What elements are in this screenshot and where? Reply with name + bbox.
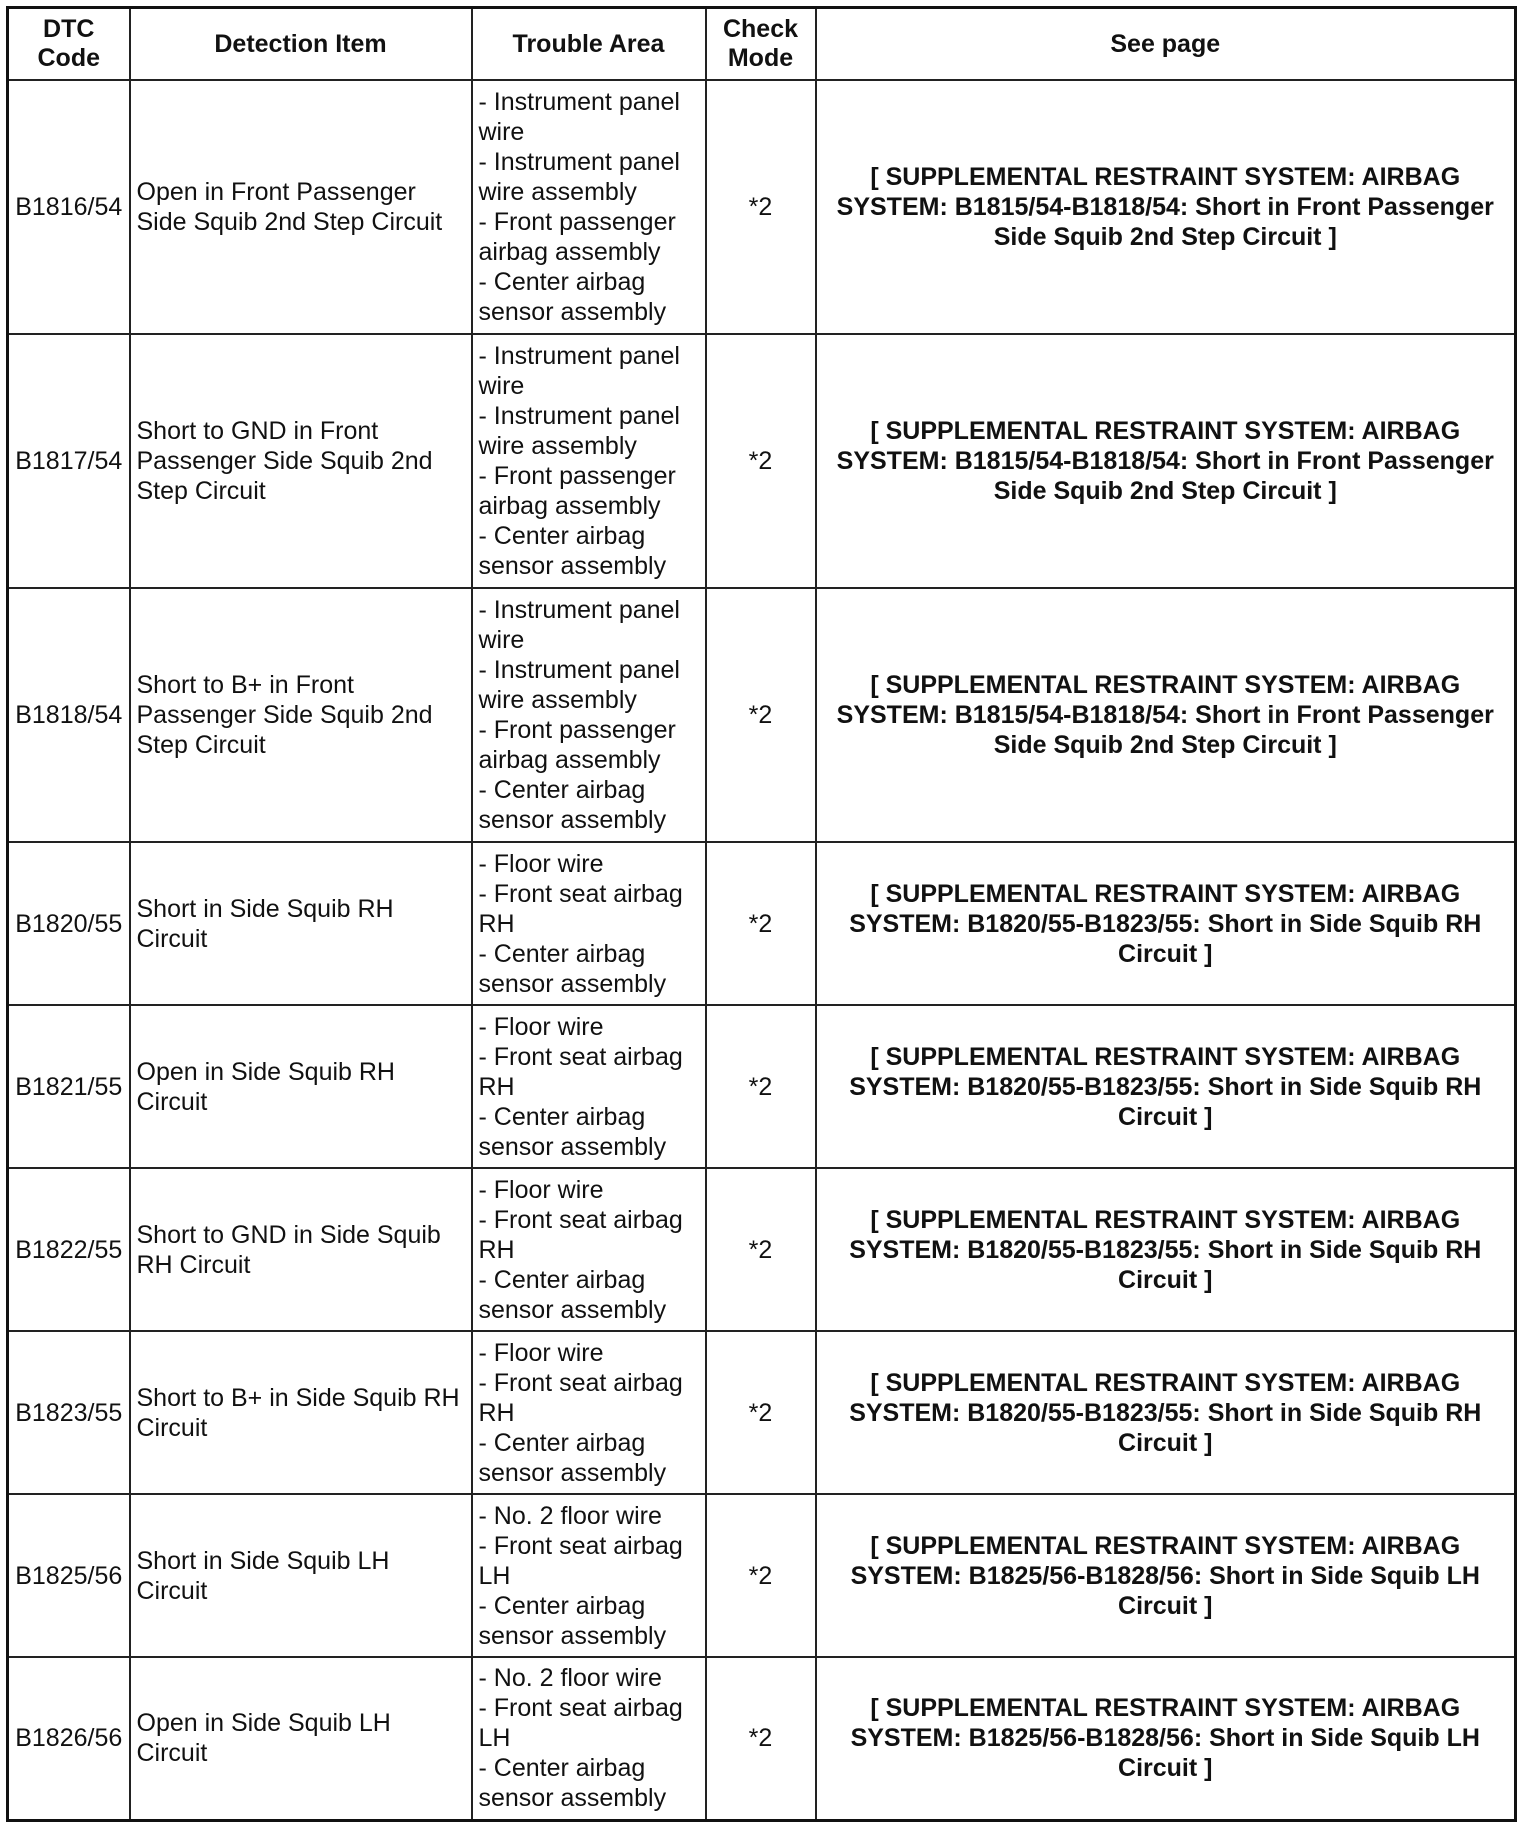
table-row bbox=[8, 588, 1516, 842]
dtc-code-cell: B1825/56 bbox=[8, 1494, 130, 1657]
table-row bbox=[8, 1168, 1516, 1331]
check-mode-cell: *2 bbox=[706, 1331, 816, 1494]
header-row bbox=[8, 8, 1516, 81]
detection-item-cell: Short to GND in Front Passenger Side Squib 2nd Step Circuit bbox=[130, 334, 472, 588]
dtc-code-cell: B1818/54 bbox=[8, 588, 130, 842]
header-detection-item: Detection Item bbox=[130, 8, 472, 81]
see-page-link[interactable]: [ SUPPLEMENTAL RESTRAINT SYSTEM: AIRBAG SYSTEM: B1820/55-B1823/55: Short in Side Squib RH Circuit ] bbox=[816, 842, 1516, 1005]
table-row bbox=[8, 1005, 1516, 1168]
header-trouble-area: Trouble Area bbox=[472, 8, 706, 81]
header-check-mode: Check Mode bbox=[706, 8, 816, 81]
detection-item-cell: Open in Front Passenger Side Squib 2nd Step Circuit bbox=[130, 80, 472, 334]
detection-item-cell: Short to B+ in Side Squib RH Circuit bbox=[130, 1331, 472, 1494]
see-page-link[interactable]: [ SUPPLEMENTAL RESTRAINT SYSTEM: AIRBAG SYSTEM: B1820/55-B1823/55: Short in Side Squib RH Circuit ] bbox=[816, 1331, 1516, 1494]
see-page-link[interactable]: [ SUPPLEMENTAL RESTRAINT SYSTEM: AIRBAG SYSTEM: B1820/55-B1823/55: Short in Side Squib RH Circuit ] bbox=[816, 1005, 1516, 1168]
table-row bbox=[8, 842, 1516, 1005]
dtc-code-cell: B1822/55 bbox=[8, 1168, 130, 1331]
see-page-link[interactable]: [ SUPPLEMENTAL RESTRAINT SYSTEM: AIRBAG SYSTEM: B1815/54-B1818/54: Short in Front Passenger Side Squib 2nd Step Circuit ] bbox=[816, 80, 1516, 334]
check-mode-cell: *2 bbox=[706, 80, 816, 334]
header-see-page: See page bbox=[816, 8, 1516, 81]
see-page-link[interactable]: [ SUPPLEMENTAL RESTRAINT SYSTEM: AIRBAG SYSTEM: B1815/54-B1818/54: Short in Front Passenger Side Squib 2nd Step Circuit ] bbox=[816, 588, 1516, 842]
header-dtc-code: DTC Code bbox=[8, 8, 130, 81]
table-row bbox=[8, 80, 1516, 334]
see-page-link[interactable]: [ SUPPLEMENTAL RESTRAINT SYSTEM: AIRBAG SYSTEM: B1820/55-B1823/55: Short in Side Squib RH Circuit ] bbox=[816, 1168, 1516, 1331]
dtc-code-cell: B1816/54 bbox=[8, 80, 130, 334]
detection-item-cell: Short to GND in Side Squib RH Circuit bbox=[130, 1168, 472, 1331]
check-mode-cell: *2 bbox=[706, 588, 816, 842]
dtc-code-cell: B1817/54 bbox=[8, 334, 130, 588]
see-page-link[interactable]: [ SUPPLEMENTAL RESTRAINT SYSTEM: AIRBAG SYSTEM: B1815/54-B1818/54: Short in Front Passenger Side Squib 2nd Step Circuit ] bbox=[816, 334, 1516, 588]
detection-item-cell: Open in Side Squib LH Circuit bbox=[130, 1657, 472, 1820]
check-mode-cell: *2 bbox=[706, 1494, 816, 1657]
trouble-area-cell: - Floor wire - Front seat airbag RH - Center airbag sensor assembly bbox=[472, 842, 706, 1005]
detection-item-cell: Short in Side Squib RH Circuit bbox=[130, 842, 472, 1005]
trouble-area-cell: - Floor wire - Front seat airbag RH - Center airbag sensor assembly bbox=[472, 1005, 706, 1168]
trouble-area-cell: - Instrument panel wire - Instrument panel wire assembly - Front passenger airbag assembly - Center airbag sensor assembly bbox=[472, 80, 706, 334]
check-mode-cell: *2 bbox=[706, 1657, 816, 1820]
detection-item-cell: Short to B+ in Front Passenger Side Squib 2nd Step Circuit bbox=[130, 588, 472, 842]
dtc-code-cell: B1821/55 bbox=[8, 1005, 130, 1168]
trouble-area-cell: - Floor wire - Front seat airbag RH - Center airbag sensor assembly bbox=[472, 1168, 706, 1331]
see-page-link[interactable]: [ SUPPLEMENTAL RESTRAINT SYSTEM: AIRBAG SYSTEM: B1825/56-B1828/56: Short in Side Squib LH Circuit ] bbox=[816, 1494, 1516, 1657]
table-row bbox=[8, 334, 1516, 588]
detection-item-cell: Short in Side Squib LH Circuit bbox=[130, 1494, 472, 1657]
check-mode-cell: *2 bbox=[706, 842, 816, 1005]
check-mode-cell: *2 bbox=[706, 1005, 816, 1168]
see-page-link[interactable]: [ SUPPLEMENTAL RESTRAINT SYSTEM: AIRBAG SYSTEM: B1825/56-B1828/56: Short in Side Squib LH Circuit ] bbox=[816, 1657, 1516, 1820]
dtc-code-cell: B1823/55 bbox=[8, 1331, 130, 1494]
check-mode-cell: *2 bbox=[706, 1168, 816, 1331]
table-row bbox=[8, 1657, 1516, 1820]
trouble-area-cell: - Instrument panel wire - Instrument panel wire assembly - Front passenger airbag assembly - Center airbag sensor assembly bbox=[472, 334, 706, 588]
trouble-area-cell: - No. 2 floor wire - Front seat airbag LH - Center airbag sensor assembly bbox=[472, 1657, 706, 1820]
check-mode-cell: *2 bbox=[706, 334, 816, 588]
detection-item-cell: Open in Side Squib RH Circuit bbox=[130, 1005, 472, 1168]
dtc-code-cell: B1820/55 bbox=[8, 842, 130, 1005]
dtc-table-container bbox=[6, 6, 1517, 1822]
dtc-table bbox=[6, 6, 1517, 1822]
table-row bbox=[8, 1331, 1516, 1494]
trouble-area-cell: - No. 2 floor wire - Front seat airbag LH - Center airbag sensor assembly bbox=[472, 1494, 706, 1657]
dtc-code-cell: B1826/56 bbox=[8, 1657, 130, 1820]
trouble-area-cell: - Floor wire - Front seat airbag RH - Center airbag sensor assembly bbox=[472, 1331, 706, 1494]
table-row bbox=[8, 1494, 1516, 1657]
trouble-area-cell: - Instrument panel wire - Instrument panel wire assembly - Front passenger airbag assembly - Center airbag sensor assembly bbox=[472, 588, 706, 842]
